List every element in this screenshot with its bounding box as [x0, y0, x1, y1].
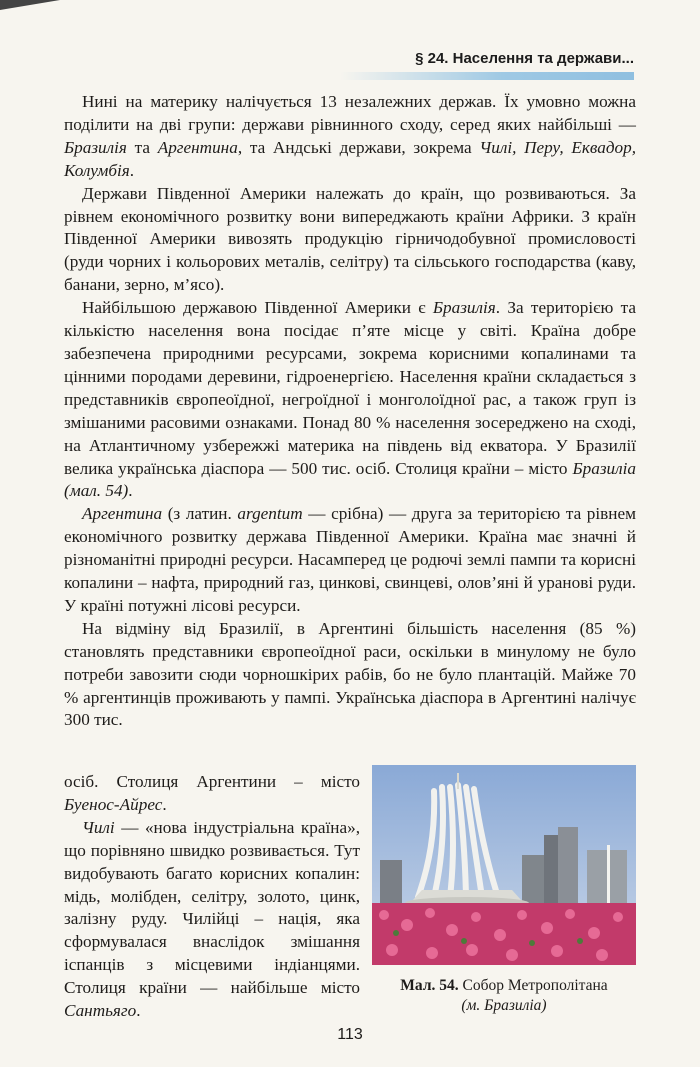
paragraph-chile [64, 817, 360, 1023]
text-run: — «нова індустріальна країна», що порівняно швидко розвивається. Тут видобувають багато корисних копалин: мідь, молібден, селітру, золото, цинк, залізну руду. Чилійці – нація, яка сформувалася внаслідок змішання іспанців з місцевими індіанцями. Столиця країни — найбільше місто [64, 817, 360, 998]
text-run: Аргентина [157, 137, 238, 157]
text-run: . [128, 481, 133, 501]
section-header [340, 44, 634, 84]
paragraph-states-overview [64, 91, 636, 183]
paragraph-brazil [64, 297, 636, 503]
text-run: Чилі [82, 817, 115, 837]
header-accent-bar [340, 72, 634, 80]
text-run: Найбільшою державою Південної Америки є [82, 298, 433, 318]
text-run: Сантьяго [64, 1001, 137, 1021]
text-run: Нині на материку налічується 13 незалежних держав. Їх умовно можна поділити на дві групи: держави рівнинного сходу, серед яких найбільші — [64, 92, 636, 134]
text-run: . [162, 794, 167, 814]
text-run: Буенос-Айрес [64, 794, 163, 814]
text-run: Аргентина [82, 504, 163, 524]
paragraph-argentina-capital [64, 771, 360, 817]
text-run: Чилі, Перу, Еквадор, Колумбія [64, 137, 637, 180]
text-run: . [136, 1001, 141, 1021]
text-run: На відміну від Бразилії, в Аргентині більшість населення (85 %) становлять представники європеоїдної раси, оскільки в минулому не було потреби завозити сюди чорношкірих рабів, бо не було плантацій. Майже 70 % аргентинців проживають у пампі. Українська діаспора в Аргентині налічує 300 тис. [64, 618, 636, 730]
text-run: (з латин. [162, 504, 238, 524]
text-run: Бразиліа (мал. 54) [64, 458, 636, 501]
text-run: . За територією та кількістю населення вона посідає п’яте місце у світі. Країна добре забезпечена природними ресурсами, зокрема корисними копалинами та цінними породами деревини, гідроенергією. Населення країни складається з представників європеоїдної, негроїдної і монголоїдної рас, а також груп із змішаними расовими ознаками. Понад 80 % населення зосереджено на сході, на Атлантичному узбережжі материка на південь від екватора. У Бразилії велика українська діаспора — 500 тис. осіб. Столиця країни – місто [64, 298, 636, 478]
paragraph-argentina [64, 503, 636, 618]
text-run: — срібна) — друга за територією та рівнем економічного розвитку держава Південної Америки. Країна має значні й різноманітні природні ресурси. Насамперед це родючі землі пампи та корисні копалини – нафта, природний газ, цинкові, свинцеві, олов’яні й уранові руди. У країні потужні лісові ресурси. [64, 504, 636, 615]
page-corner-mark [0, 0, 60, 10]
figure-title: Собор Метрополітана [458, 977, 608, 994]
section-title: § 24. Населення та держави... [415, 50, 634, 67]
text-run: argentum [237, 504, 303, 524]
paragraph-argentina-population [64, 618, 636, 733]
figure-caption [372, 976, 636, 1016]
cathedral-photo [372, 765, 636, 965]
text-run: Держави Південної Америки належать до країн, що розвиваються. За рівнем економічного розвитку вони випереджають країни Африки. З країн Південної Америки вивозять продукцію гірничодобувної промисловості (руди чорних і кольорових металів, селітру) та сільського господарства (каву, банани, зерно, м’ясо). [64, 183, 636, 295]
figure-label: Мал. 54. [400, 977, 459, 994]
text-run: Бразилія [432, 298, 496, 318]
figure-subtitle: (м. Бразиліа) [461, 997, 547, 1014]
text-run: осіб. Столиця Аргентини – місто [64, 772, 360, 791]
text-run: . [129, 160, 135, 180]
body-text-wide [64, 91, 636, 732]
text-run: , та Андські держави, зокрема [237, 137, 480, 157]
text-run: та [126, 137, 158, 157]
cathedral-illustration [372, 765, 636, 965]
body-text-narrow [64, 771, 360, 1023]
paragraph-economy [64, 183, 636, 298]
text-run: Бразилія [64, 137, 127, 157]
page-number: 113 [337, 1026, 363, 1043]
